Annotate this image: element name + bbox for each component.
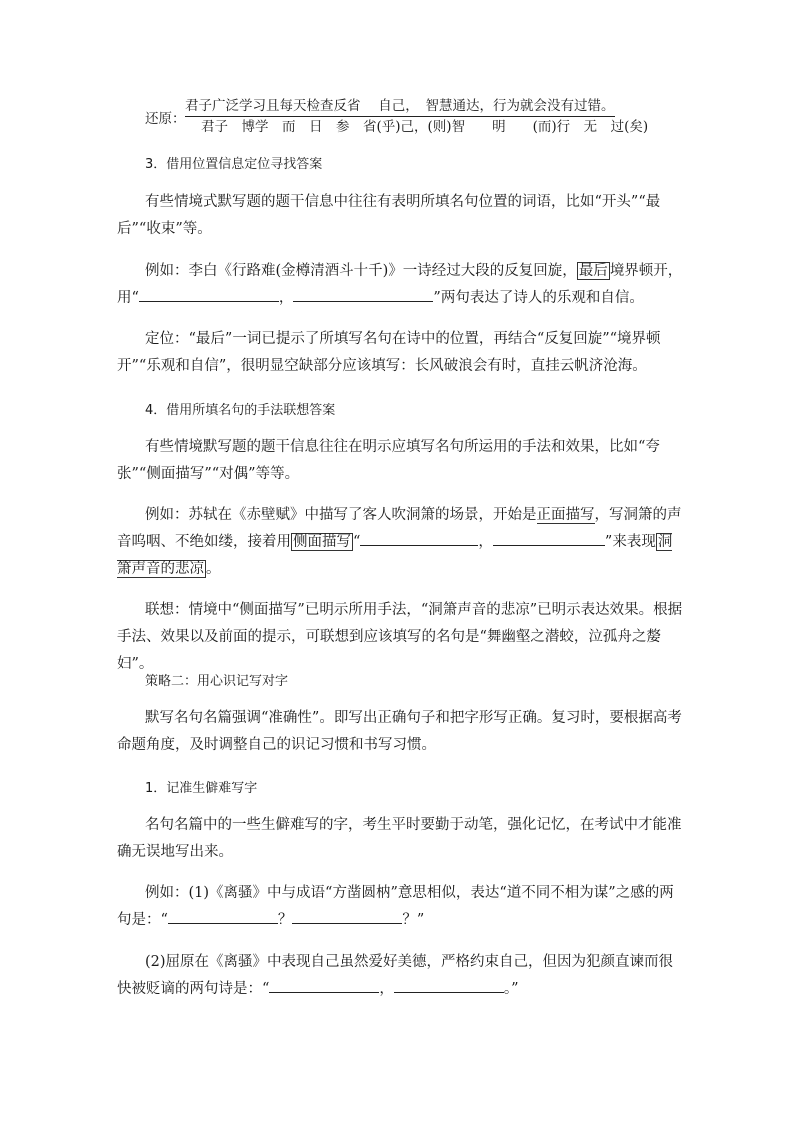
example-text: ”两句表达了诗人的乐观和自信。 (433, 290, 644, 306)
example-text: 。” (503, 981, 519, 997)
restore-translation-line: 君子广泛学习且每天检查反省 自己， 智慧通达，行为就会没有过错。 (185, 94, 615, 117)
answer-blank[interactable] (293, 285, 433, 302)
example-text: ”来表现 (604, 534, 656, 550)
example-text: 。 (206, 561, 221, 577)
example-text: ， (478, 534, 493, 550)
example-text: 例如：苏轼在《赤壁赋》中描写了客人吹洞箫的场景，开始是 (145, 507, 537, 523)
answer-blank[interactable] (493, 529, 605, 546)
section1-heading: 1．记准生僻难写字 (145, 781, 258, 796)
example-text: ，写洞箫的声音呜咽、不绝如缕，接着用 (117, 507, 682, 550)
restore-label: 还原： (145, 111, 186, 127)
section4-heading: 4．借用所填名句的手法联想答案 (145, 403, 336, 418)
example-text: 境界顿开，用 (117, 263, 683, 306)
example-text: ， (278, 290, 294, 306)
section4-paragraph: 有些情境默写题的题干信息往往在明示应填写名句所运用的手法和效果，比如“夸张”“侧面描写”“对偶”等等。 (117, 439, 660, 482)
section1-example2 (117, 949, 685, 1003)
example-text: 例如：(1)《离骚》中与成语“方凿圆枘”意思相似，表达“道不同不相为谋”之感的两句是：“ (117, 885, 674, 928)
underlined-keyword: 正面描写 (536, 507, 595, 523)
example-text: (2)屈原在《离骚》中表现自己虽然爱好美德，严格约束自己，但因为犯颜直谏而很快被贬谪的两句诗是：“ (117, 954, 674, 997)
example-text: ？” (402, 912, 425, 928)
answer-blank[interactable] (269, 976, 379, 993)
boxed-keyword: 最后 (578, 263, 608, 279)
section3-heading: 3．借用位置信息定位寻找答案 (145, 157, 323, 172)
boxed-keyword: 洞箫声音的悲凉 (117, 534, 673, 577)
section3-locate: 定位：“最后”一词已提示了所填写名句在诗中的位置，再结合“反复回旋”“境界顿开”“乐观和自信”，很明显空缺部分应该填写：长风破浪会有时，直挂云帆济沧海。 (117, 331, 661, 374)
answer-blank[interactable] (394, 976, 504, 993)
restore-original-line: 君子 博学 而 日 参 省(乎)己，(则)智 明 (而)行 无 过(矣) (201, 119, 649, 135)
example-text: 例如：李白《行路难(金樽清酒斗十千)》一诗经过大段的反复回旋， (145, 263, 577, 279)
example-text: “ (353, 534, 361, 550)
boxed-keyword: 侧面描写 (293, 534, 351, 550)
example-text: ， (379, 981, 394, 997)
section1-paragraph: 名句名篇中的一些生僻难写的字，考生平时要勤于动笔，强化记忆，在考试中才能准确无误地写出来。 (117, 817, 682, 860)
example-text: “ (131, 290, 139, 306)
answer-blank[interactable] (168, 907, 278, 924)
section4-example (117, 502, 685, 583)
section4-associate: 联想：情境中“侧面描写”已明示所用手法，“洞箫声音的悲凉”已明示表达效果。根据手法、效果以及前面的提示，可联想到应该填写的名句是“舞幽壑之潜蛟，泣孤舟之嫠妇”。 (117, 602, 683, 672)
answer-blank[interactable] (360, 529, 478, 546)
section3-paragraph: 有些情境式默写题的题干信息中往往有表明所填名句位置的词语，比如“开头”“最后”“收束”等。 (117, 194, 661, 237)
answer-blank[interactable] (139, 285, 279, 302)
section3-example (117, 258, 685, 312)
example-text: ？ (277, 912, 293, 928)
answer-blank[interactable] (292, 907, 402, 924)
strategy2-paragraph: 默写名句名篇强调“准确性”。即写出正确句子和把字形写正确。复习时，要根据高考命题角度，及时调整自己的识记习惯和书写习惯。 (117, 710, 682, 753)
section1-example1 (117, 880, 685, 934)
strategy2-heading: 策略二：用心识记写对字 (145, 674, 289, 689)
